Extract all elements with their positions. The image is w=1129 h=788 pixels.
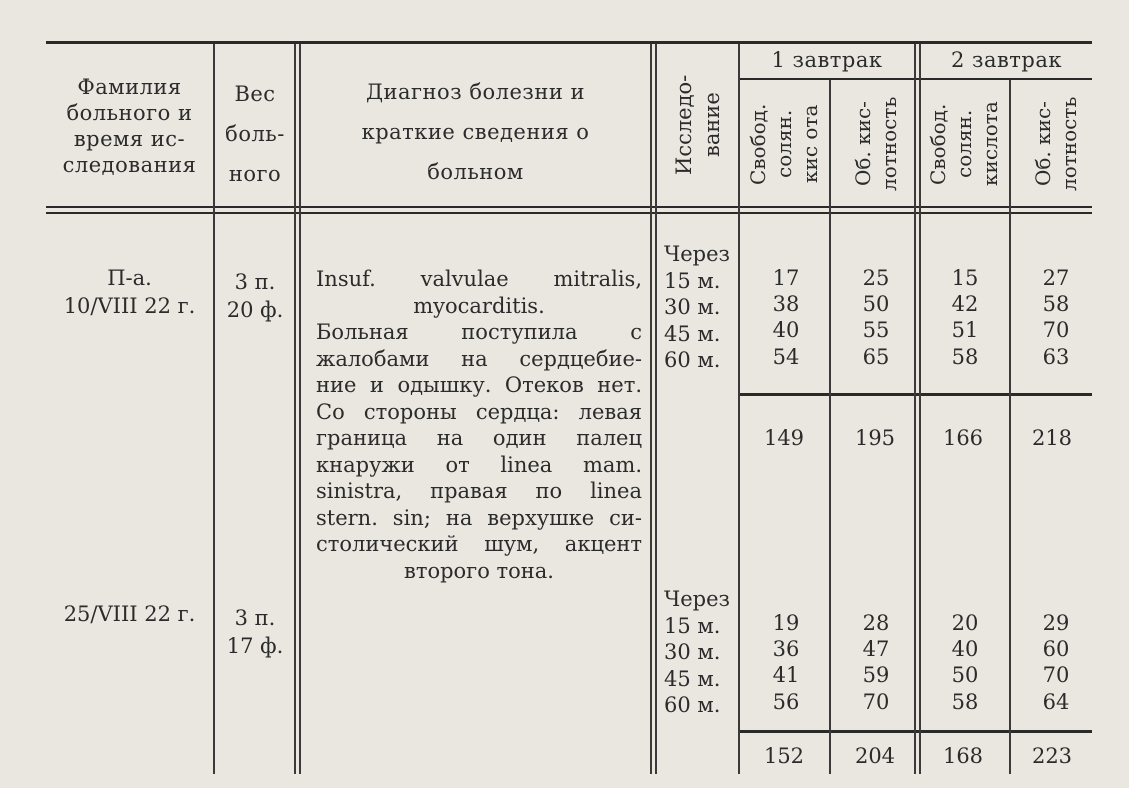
header-free-acid-2-line: солян.: [952, 109, 976, 179]
s1-r4-c2: 65: [862, 345, 890, 369]
header-weight-line: боль-: [225, 122, 285, 146]
s2-r2-c3: 40: [951, 637, 979, 661]
study-1-intervals: [664, 241, 730, 374]
s1-r3-c2: 55: [862, 318, 890, 342]
header-free-acid-2-line: кислота: [978, 101, 1002, 187]
patient-weight-2-line: 17 ф.: [226, 634, 284, 658]
s1-r3-c1: 40: [772, 318, 800, 342]
diagnosis-line: второго тона.: [404, 558, 554, 583]
header-breakfast-2: 2 завтрак: [950, 48, 1063, 72]
header-name-line: время ис-: [73, 127, 186, 151]
study-1-label: Через: [664, 242, 730, 266]
diagnosis-text: [316, 266, 642, 584]
header-study-line: вание: [700, 92, 724, 158]
s2-r4-c3: 58: [951, 690, 979, 714]
s2-r4-c1: 56: [772, 690, 800, 714]
breakfast-subheader-rule: [740, 78, 1092, 80]
s2-r1-c4: 29: [1042, 611, 1070, 635]
s2-r1-c3: 20: [951, 611, 979, 635]
header-weight-line: Вес: [234, 82, 276, 106]
study-1-interval: 60 м.: [664, 348, 721, 372]
col-divider-b2-inner: [1009, 80, 1011, 774]
header-free-acid-1-line: Свобод.: [746, 103, 770, 185]
study-1-interval: 15 м.: [664, 268, 721, 293]
s2-total-c1: 152: [763, 744, 805, 768]
s1-r2-c2: 50: [862, 292, 890, 316]
study-2-intervals: [664, 586, 730, 719]
study-2-interval: 15 м.: [664, 613, 721, 638]
s2-r2-c2: 47: [862, 637, 890, 661]
header-total-acid-2-line: лотность: [1057, 96, 1081, 192]
col-divider-b1-b2-b: [919, 44, 921, 774]
s1-total-c2: 195: [854, 426, 896, 450]
header-name: [46, 74, 213, 178]
diagnosis-line: myocarditis.: [413, 293, 545, 318]
s1-total-c4: 218: [1031, 426, 1073, 450]
header-diagnosis-line: больном: [427, 160, 524, 184]
header-name-line: следования: [62, 153, 197, 177]
s2-r1-c2: 28: [862, 611, 890, 635]
s1-r1-c1: 17: [772, 266, 800, 290]
s1-r1-c4: 27: [1042, 266, 1070, 290]
col-divider-diag-study-a: [650, 44, 652, 774]
header-free-acid-2: [925, 86, 1003, 202]
diagnosis-line: ние и одышку. Отеков нет.: [316, 373, 642, 397]
s1-r4-c4: 63: [1042, 345, 1070, 369]
totals-rule-1: [740, 393, 1092, 396]
header-study: [670, 60, 726, 190]
header-name-line: больного и: [66, 101, 193, 125]
header-diagnosis: [301, 72, 650, 192]
diagnosis-line: Со стороны сердца: левая: [316, 399, 642, 424]
s1-r4-c3: 58: [951, 345, 979, 369]
header-study-line: Исследо-: [672, 74, 696, 176]
header-bottom-rule-2: [46, 212, 1092, 214]
header-total-acid-1-line: Об. кис-: [851, 101, 875, 187]
header-weight: [215, 74, 295, 194]
patient-weight-1-line: 20 ф.: [226, 298, 284, 322]
s1-r3-c3: 51: [951, 318, 979, 342]
diagnosis-line: stern. sin; на верхушке си-: [316, 505, 642, 530]
header-free-acid-1: [745, 86, 823, 202]
study-1-interval: 30 м.: [664, 295, 721, 319]
patient-weight-1: [215, 268, 295, 324]
header-name-line: Фамилия: [77, 75, 182, 99]
s2-total-c3: 168: [942, 744, 984, 768]
s1-r1-c2: 25: [862, 266, 890, 290]
s2-r2-c4: 60: [1042, 637, 1070, 661]
s2-r4-c4: 64: [1042, 690, 1070, 714]
col-divider-study-b1: [738, 44, 740, 774]
study-2-interval: 45 м.: [664, 666, 721, 691]
patient-name: П-а.: [107, 266, 152, 290]
patient-date-2: 25/VIII 22 г.: [63, 602, 196, 626]
patient-weight-2-line: 3 п.: [234, 606, 276, 630]
col-divider-b1-b2-a: [914, 44, 916, 774]
header-free-acid-1-line: кис ота: [798, 104, 822, 184]
header-free-acid-2-line: Свобод.: [926, 103, 950, 185]
diagnosis-line: Больная поступила с: [316, 320, 642, 344]
s2-r3-c3: 50: [951, 663, 979, 687]
diagnosis-line: Insuf. valvulae mitralis,: [316, 267, 642, 291]
col-divider-b1-inner: [829, 80, 831, 774]
s1-total-c1: 149: [763, 426, 805, 450]
diagnosis-line: столический шум, акцент: [316, 532, 642, 556]
diagnosis-line: кнаружи от linea mam.: [316, 452, 642, 477]
study-1-interval: 45 м.: [664, 321, 721, 346]
header-total-acid-2-line: Об. кис-: [1031, 101, 1055, 187]
s1-total-c3: 166: [942, 426, 984, 450]
s2-r3-c1: 41: [772, 663, 800, 687]
s1-r2-c1: 38: [772, 292, 800, 316]
s1-r4-c1: 54: [772, 345, 800, 369]
s1-r1-c3: 15: [951, 266, 979, 290]
header-breakfast-1: 1 завтрак: [771, 48, 883, 72]
s2-r1-c1: 19: [772, 611, 800, 635]
header-total-acid-2: [1030, 86, 1082, 202]
totals-rule-2: [740, 730, 1092, 733]
s2-r3-c4: 70: [1042, 663, 1070, 687]
header-total-acid-1: [850, 86, 902, 202]
patient-weight-1-line: 3 п.: [234, 270, 276, 294]
header-bottom-rule: [46, 206, 1092, 208]
header-total-acid-1-line: лотность: [877, 96, 901, 192]
s2-r2-c1: 36: [772, 637, 800, 661]
study-2-label: Через: [664, 587, 730, 611]
patient-date-1: 10/VIII 22 г.: [63, 294, 196, 318]
header-diagnosis-line: краткие сведения о: [361, 120, 590, 144]
header-free-acid-1-line: солян.: [772, 109, 796, 179]
patient-weight-2: [215, 604, 295, 660]
s1-r2-c4: 58: [1042, 292, 1070, 316]
s2-r3-c2: 59: [862, 663, 890, 687]
study-2-interval: 30 м.: [664, 640, 721, 664]
s1-r3-c4: 70: [1042, 318, 1070, 342]
top-rule: [46, 41, 1092, 44]
diagnosis-line: жалобами на сердцебие-: [316, 346, 642, 371]
diagnosis-line: граница на один палец: [316, 426, 642, 450]
header-weight-line: ного: [228, 162, 282, 186]
header-diagnosis-line: Диагноз болезни и: [365, 80, 586, 104]
study-2-interval: 60 м.: [664, 693, 721, 717]
col-divider-diag-study-b: [655, 44, 657, 774]
diagnosis-line: sinistra, правая по linea: [316, 479, 642, 503]
s1-r2-c3: 42: [951, 292, 979, 316]
s2-total-c2: 204: [854, 744, 896, 768]
s2-total-c4: 223: [1031, 744, 1073, 768]
s2-r4-c2: 70: [862, 690, 890, 714]
